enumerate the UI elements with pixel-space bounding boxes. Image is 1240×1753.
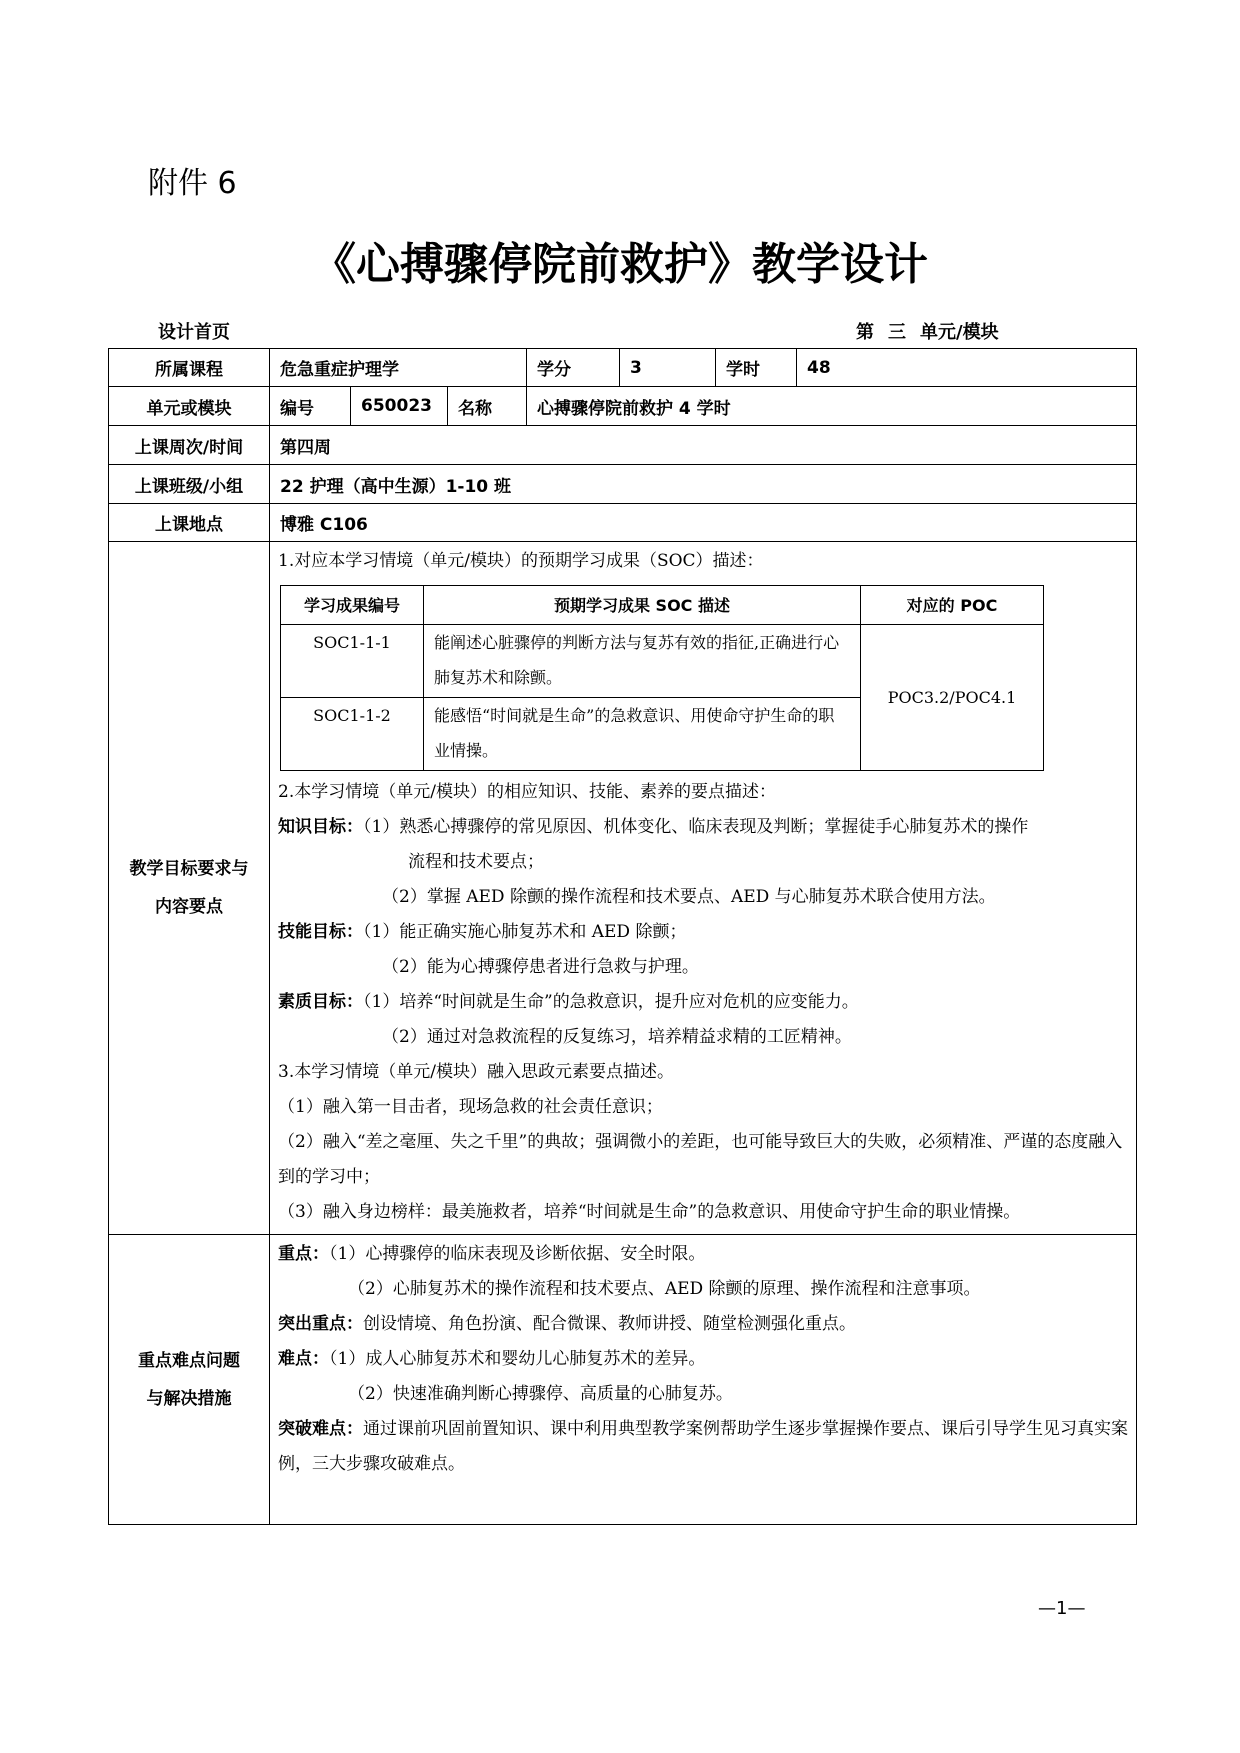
place-row — [109, 504, 1137, 542]
soc-header-desc: 预期学习成果 SOC 描述 — [424, 586, 861, 625]
soc-header-row — [281, 586, 1044, 625]
soc-header-id: 学习成果编号 — [281, 586, 424, 625]
soc-poc: POC3.2/POC4.1 — [861, 625, 1044, 771]
place-label: 上课地点 — [109, 504, 270, 542]
keypoints-content — [270, 1235, 1137, 1525]
design-table — [108, 348, 1137, 1525]
key-point-2: （2）心肺复苏术的操作流程和技术要点、AED 除颤的原理、操作流程和注意事项。 — [348, 1279, 981, 1299]
key-solution — [278, 1307, 1128, 1342]
keypoints-label — [109, 1235, 270, 1525]
key-solve: 创设情境、角色扮演、配合微课、教师讲授、随堂检测强化重点。 — [363, 1314, 856, 1334]
knowledge-goal-1 — [278, 810, 1128, 845]
soc-id: SOC1-1-1 — [281, 625, 424, 698]
diff-label: 难点： — [278, 1349, 329, 1369]
soc-section-title: 1.对应本学习情境（单元/模块）的预期学习成果（SOC）描述： — [278, 551, 764, 571]
ideology-item-3: （3）融入身边榜样：最美施救者，培养“时间就是生命”的急救意识、用使命守护生命的职业情操。 — [278, 1202, 1021, 1222]
diff-solve-label: 突破难点： — [278, 1419, 363, 1439]
soc-desc: 能阐述心脏骤停的判断方法与复苏有效的指征,正确进行心肺复苏术和除颤。 — [424, 625, 861, 698]
key-label: 重点： — [278, 1244, 329, 1264]
diff-solve: 通过课前巩固前置知识、课中利用典型教学案例帮助学生逐步掌握操作要点、课后引导学生见习真实案例，三大步骤攻破难点。 — [278, 1419, 1128, 1474]
class-value: 22 护理（高中生源）1-10 班 — [270, 465, 1137, 504]
class-row — [109, 465, 1137, 504]
course-value: 危急重症护理学 — [270, 349, 527, 387]
skill-goal-1 — [278, 915, 1128, 950]
difficulty-solution — [278, 1412, 1128, 1482]
objectives-label — [109, 542, 270, 1235]
quality-1: （1）培养“时间就是生命”的急救意识，提升应对危机的应变能力。 — [363, 992, 859, 1012]
skill-1: （1）能正确实施心肺复苏术和 AED 除颤； — [363, 922, 687, 942]
key-point-1 — [278, 1237, 1128, 1272]
quality-label: 素质目标： — [278, 992, 363, 1012]
week-row — [109, 426, 1137, 465]
credit-label: 学分 — [527, 349, 620, 387]
hours-label: 学时 — [716, 349, 797, 387]
week-value: 第四周 — [270, 426, 1137, 465]
difficulty-1 — [278, 1342, 1128, 1377]
soc-id: SOC1-1-2 — [281, 698, 424, 771]
knowledge-1b: 流程和技术要点； — [408, 852, 544, 872]
soc-desc: 能感悟“时间就是生命”的急救意识、用使命守护生命的职业情操。 — [424, 698, 861, 771]
ideology-item-1: （1）融入第一目击者，现场急救的社会责任意识； — [278, 1097, 663, 1117]
soc-row — [281, 625, 1044, 698]
page-title: 《心搏骤停院前救护》教学设计 — [312, 239, 928, 290]
knowledge-label: 知识目标： — [278, 817, 363, 837]
page-number: —1— — [1038, 1598, 1086, 1619]
keypoints-label-line2: 与解决措施 — [146, 1388, 232, 1409]
name-label: 名称 — [448, 387, 527, 426]
diff-1: （1）成人心肺复苏术和婴幼儿心肺复苏术的差异。 — [329, 1349, 706, 1369]
key-1: （1）心搏骤停的临床表现及诊断依据、安全时限。 — [329, 1244, 706, 1264]
soc-table — [280, 585, 1044, 771]
unit-indicator — [856, 318, 999, 344]
quality-goal-2: （2）通过对急救流程的反复练习，培养精益求精的工匠精神。 — [382, 1027, 852, 1047]
attachment-label: 附件 6 — [148, 166, 237, 201]
course-row — [109, 349, 1137, 387]
skill-label: 技能目标： — [278, 922, 363, 942]
difficulty-2: （2）快速准确判断心搏骤停、高质量的心肺复苏。 — [348, 1384, 733, 1404]
ideology-item-2: （2）融入“差之毫厘、失之千里”的典故；强调微小的差距，也可能导致巨大的失败，必须精准、严谨的态度融入到的学习中； — [278, 1132, 1123, 1187]
unit-prefix: 第 — [856, 322, 874, 343]
objectives-content — [270, 542, 1137, 1235]
keypoints-row — [109, 1235, 1137, 1525]
module-label: 单元或模块 — [109, 387, 270, 426]
place-value: 博雅 C106 — [270, 504, 1137, 542]
ideology-section-title: 3.本学习情境（单元/模块）融入思政元素要点描述。 — [278, 1062, 674, 1082]
soc-header-poc: 对应的 POC — [861, 586, 1044, 625]
unit-suffix: 单元/模块 — [920, 322, 999, 343]
objectives-label-line1: 教学目标要求与 — [129, 859, 249, 879]
week-label: 上课周次/时间 — [109, 426, 270, 465]
skills-section-title: 2.本学习情境（单元/模块）的相应知识、技能、素养的要点描述： — [278, 782, 776, 802]
knowledge-goal-2: （2）掌握 AED 除颤的操作流程和技术要点、AED 与心肺复苏术联合使用方法。 — [382, 887, 996, 907]
credit-value: 3 — [620, 349, 716, 387]
name-value: 心搏骤停院前救护 4 学时 — [527, 387, 1137, 426]
code-value: 650023 — [351, 387, 448, 426]
course-label: 所属课程 — [109, 349, 270, 387]
objectives-label-line2: 内容要点 — [155, 897, 223, 917]
key-solve-label: 突出重点： — [278, 1314, 363, 1334]
objectives-row — [109, 542, 1137, 1235]
design-home-label: 设计首页 — [158, 322, 230, 343]
unit-number: 三 — [888, 322, 906, 343]
hours-value: 48 — [797, 349, 1137, 387]
code-label: 编号 — [270, 387, 351, 426]
quality-goal-1 — [278, 985, 1128, 1020]
knowledge-1a: （1）熟悉心搏骤停的常见原因、机体变化、临床表现及判断；掌握徒手心肺复苏术的操作 — [363, 817, 1029, 837]
skill-goal-2: （2）能为心搏骤停患者进行急救与护理。 — [382, 957, 699, 977]
class-label: 上课班级/小组 — [109, 465, 270, 504]
keypoints-label-line1: 重点难点问题 — [138, 1350, 240, 1371]
module-row — [109, 387, 1137, 426]
